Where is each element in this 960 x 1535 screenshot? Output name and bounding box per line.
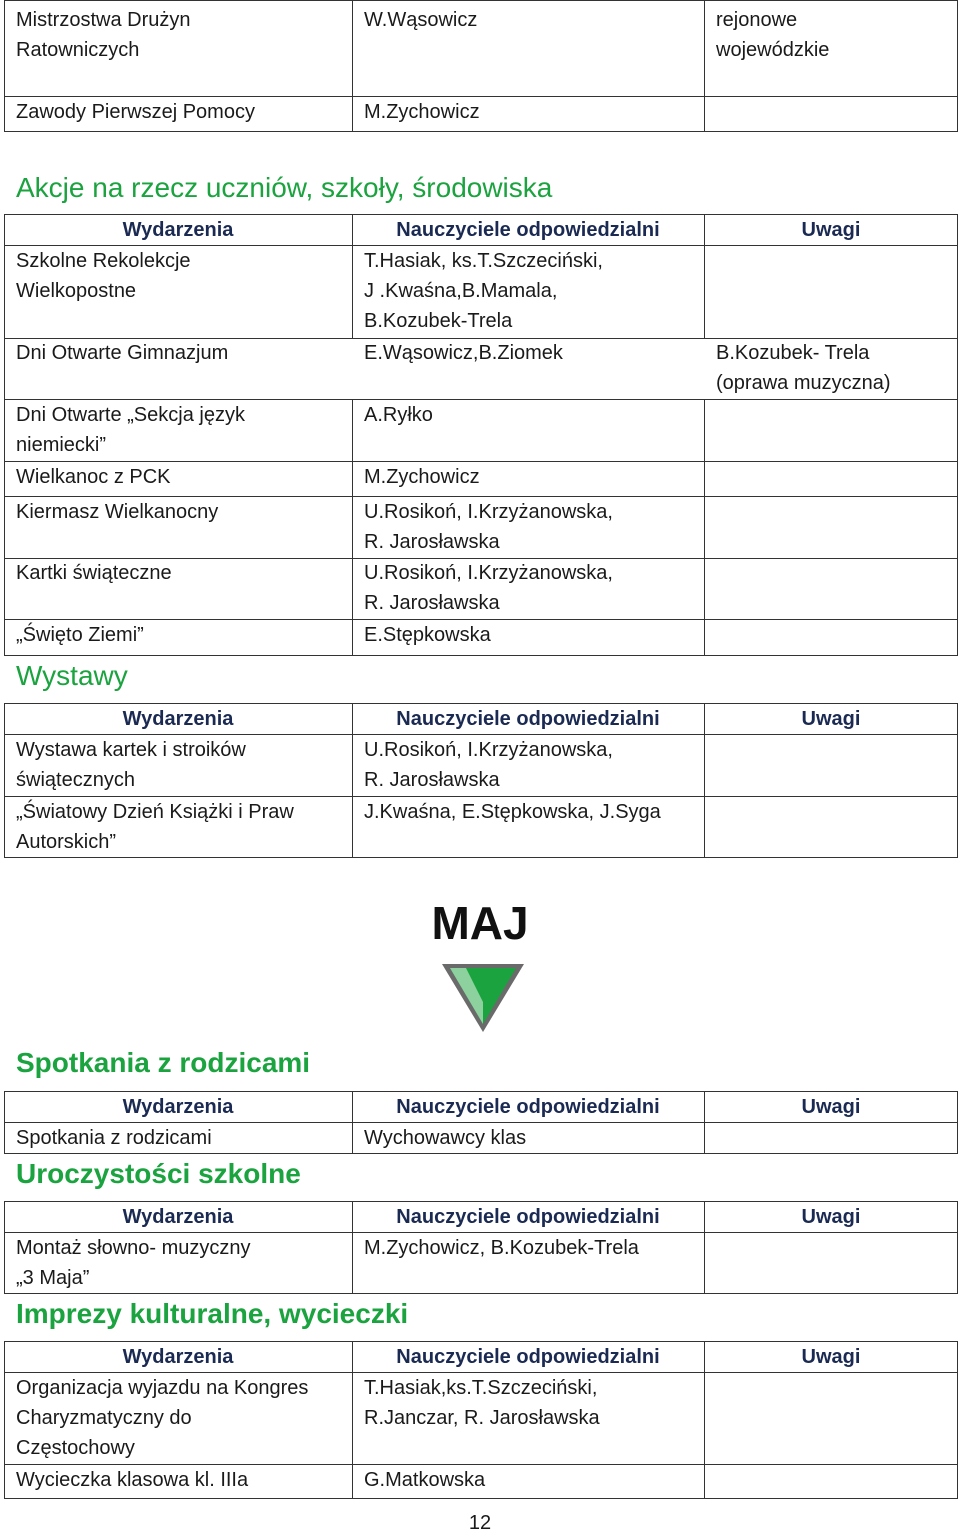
table-cell-teachers: M.Zychowicz — [364, 101, 480, 123]
table-cell-event: „Światowy Dzień Książki i Praw Autorskich” — [16, 801, 294, 853]
header-events: Wydarzenia — [122, 1096, 234, 1118]
header-events: Wydarzenia — [122, 1206, 234, 1228]
table-cell-event: Kartki świąteczne — [16, 562, 172, 584]
table-cell-notes: rejonowe wojewódzkie — [716, 9, 830, 61]
table-cell-teachers: U.Rosikoń, I.Krzyżanowska, R. Jarosławska — [364, 739, 613, 791]
table-cell-event: Wielkanoc z PCK — [16, 466, 171, 488]
table-cell-event: Organizacja wyjazdu na Kongres Charyzmatyczny do Częstochowy — [16, 1377, 309, 1459]
table-cell-teachers: E.Wąsowicz,B.Ziomek — [364, 342, 563, 364]
header-teachers: Nauczyciele odpowiedzialni — [396, 219, 660, 241]
header-notes: Uwagi — [801, 1206, 861, 1228]
table-cell-teachers: A.Ryłko — [364, 404, 433, 426]
table-cell-event: Dni Otwarte „Sekcja język niemiecki” — [16, 404, 245, 456]
table-cell-event: Szkolne Rekolekcje Wielkopostne — [16, 250, 191, 302]
header-events: Wydarzenia — [122, 1346, 234, 1368]
table-cell-event: Wystawa kartek i stroików świątecznych — [16, 739, 246, 791]
table-cell-event: Spotkania z rodzicami — [16, 1127, 212, 1149]
table-cell-teachers: Wychowawcy klas — [364, 1127, 527, 1149]
section-title-uroczystosci: Uroczystości szkolne — [16, 1158, 301, 1189]
table-cell-teachers: G.Matkowska — [364, 1469, 486, 1491]
table-cell-event: „Święto Ziemi” — [16, 624, 144, 646]
table-cell-event: Kiermasz Wielkanocny — [16, 501, 219, 523]
table-cell-teachers: J.Kwaśna, E.Stępkowska, J.Syga — [364, 801, 661, 823]
table-cell-notes: B.Kozubek- Trela (oprawa muzyczna) — [716, 342, 891, 394]
header-teachers: Nauczyciele odpowiedzialni — [396, 1206, 660, 1228]
table-cell-teachers: T.Hasiak,ks.T.Szczeciński, R.Janczar, R. Jarosławska — [364, 1377, 600, 1429]
header-teachers: Nauczyciele odpowiedzialni — [396, 1346, 660, 1368]
table-cell-event: Zawody Pierwszej Pomocy — [16, 101, 255, 123]
section-title-wystawy: Wystawy — [16, 660, 128, 691]
header-notes: Uwagi — [801, 1346, 861, 1368]
header-teachers: Nauczyciele odpowiedzialni — [396, 1096, 660, 1118]
down-arrow-icon — [440, 962, 526, 1034]
table-cell-teachers: T.Hasiak, ks.T.Szczeciński, J .Kwaśna,B.Mamala, B.Kozubek-Trela — [364, 250, 603, 332]
header-notes: Uwagi — [801, 1096, 861, 1118]
table-cell-event: Dni Otwarte Gimnazjum — [16, 342, 229, 364]
header-notes: Uwagi — [801, 708, 861, 730]
table-cell-teachers: U.Rosikoń, I.Krzyżanowska, R. Jarosławska — [364, 562, 613, 614]
section-title-imprezy: Imprezy kulturalne, wycieczki — [16, 1298, 409, 1329]
header-events: Wydarzenia — [122, 708, 234, 730]
table-cell-teachers: M.Zychowicz, B.Kozubek-Trela — [364, 1237, 639, 1259]
header-teachers: Nauczyciele odpowiedzialni — [396, 708, 660, 730]
page-number: 12 — [468, 1512, 492, 1534]
table-cell-event: Wycieczka klasowa kl. IIIa — [16, 1469, 249, 1491]
header-notes: Uwagi — [801, 219, 861, 241]
table-cell-event: Mistrzostwa Drużyn Ratowniczych — [16, 9, 191, 61]
section-title-spotkania: Spotkania z rodzicami — [16, 1047, 311, 1078]
header-events: Wydarzenia — [122, 219, 234, 241]
table-cell-teachers: W.Wąsowicz — [364, 9, 478, 31]
table-cell-teachers: U.Rosikoń, I.Krzyżanowska, R. Jarosławska — [364, 501, 613, 553]
table-cell-event: Montaż słowno- muzyczny „3 Maja” — [16, 1237, 251, 1289]
section-title-akcje: Akcje na rzecz uczniów, szkoły, środowiska — [16, 172, 553, 203]
month-heading: MAJ — [431, 897, 529, 949]
table-cell-teachers: M.Zychowicz — [364, 466, 480, 488]
table-cell-teachers: E.Stępkowska — [364, 624, 491, 646]
